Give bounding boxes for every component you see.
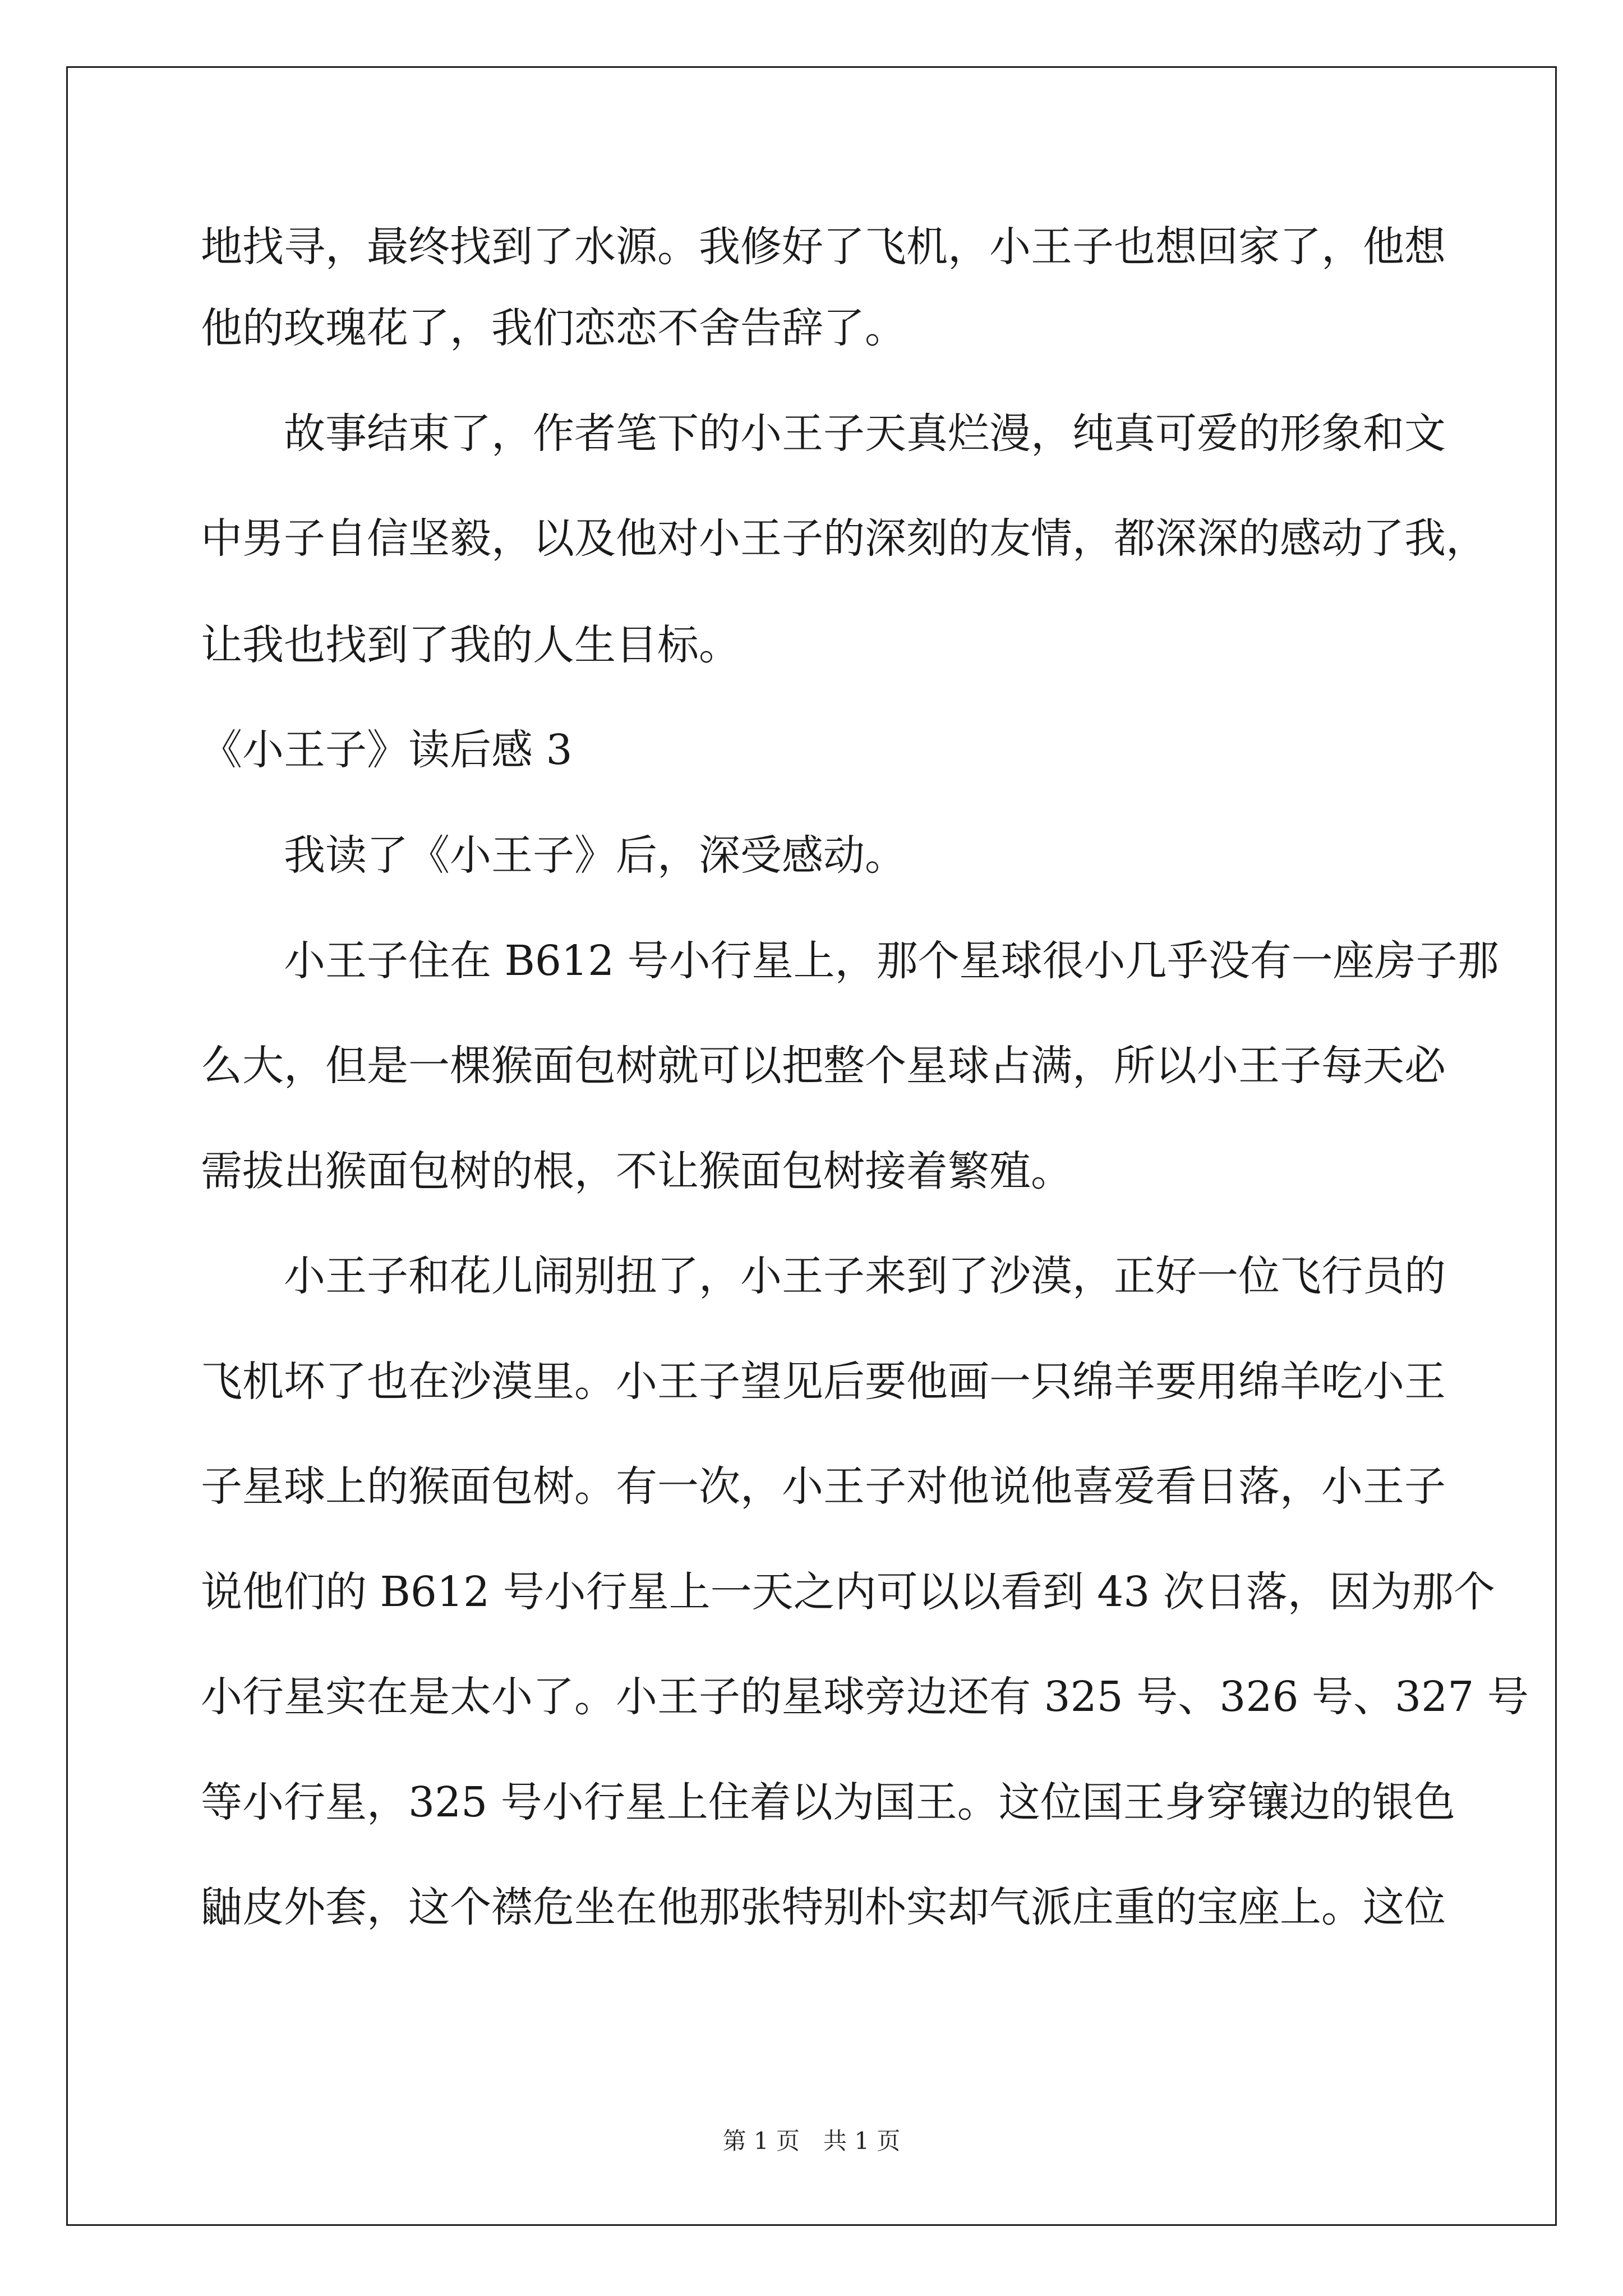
section-heading: 《小王子》读后感 3	[201, 726, 573, 774]
text-line: 小行星实在是太小了。小王子的星球旁边还有 325 号、326 号、327 号	[201, 1673, 1529, 1721]
text-line: 需拔出猴面包树的根，不让猴面包树接着繁殖。	[201, 1147, 1072, 1195]
text-line: 中男子自信坚毅，以及他对小王子的深刻的友情，都深深的感动了我，	[201, 514, 1487, 563]
text-line: 飞机坏了也在沙漠里。小王子望见后要他画一只绵羊要用绵羊吃小王	[201, 1358, 1446, 1406]
text-line: 子星球上的猴面包树。有一次，小王子对他说他喜爱看日落，小王子	[201, 1462, 1446, 1511]
text-line: 等小行星，325 号小行星上住着以为国王。这位国王身穿镶边的银色	[201, 1778, 1455, 1826]
text-line: 么大，但是一棵猴面包树就可以把整个星球占满，所以小王子每天必	[201, 1042, 1446, 1090]
text-line: 小王子和花儿闹别扭了，小王子来到了沙漠，正好一位飞行员的	[201, 1252, 1446, 1300]
text-line: 说他们的 B612 号小行星上一天之内可以以看到 43 次日落，因为那个	[201, 1568, 1495, 1616]
text-line: 地找寻，最终找到了水源。我修好了飞机，小王子也想回家了，他想	[201, 223, 1446, 271]
page-footer: 第 1 页 共 1 页	[722, 2127, 901, 2155]
text-line: 我读了《小王子》后，深受感动。	[201, 831, 906, 880]
text-line: 故事结束了，作者笔下的小王子天真烂漫，纯真可爱的形象和文	[201, 409, 1446, 458]
text-line: 鼬皮外套，这个襟危坐在他那张特别朴实却气派庄重的宝座上。这位	[201, 1883, 1446, 1931]
text-line: 小王子住在 B612 号小行星上，那个星球很小几乎没有一座房子那	[201, 937, 1499, 985]
text-line: 让我也找到了我的人生目标。	[201, 621, 740, 669]
text-line: 他的玫瑰花了，我们恋恋不舍告辞了。	[201, 304, 906, 352]
